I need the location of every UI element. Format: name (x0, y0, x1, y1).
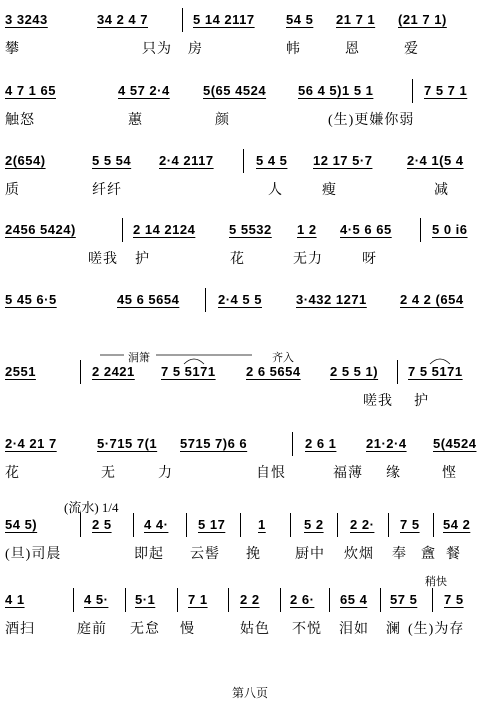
lyric-text: 姑色 (240, 622, 270, 637)
note-group: 54 2 (443, 517, 471, 532)
notation-line (0, 364, 500, 386)
notation-line (0, 592, 500, 614)
bar-line (122, 218, 123, 242)
note-group: 65 4 (340, 592, 368, 607)
note-group: 2 5 (92, 517, 112, 532)
lyric-text: 庭前 (77, 622, 107, 637)
bar-line (133, 513, 134, 537)
lyric-text: 福薄 (333, 466, 363, 481)
lyric-text: 悭 (442, 466, 457, 481)
note-group: 5(65 4524 (203, 83, 267, 98)
bar-line (420, 218, 421, 242)
lyric-text: 恩 (345, 42, 360, 57)
note-group: 4 1 (5, 592, 25, 607)
bar-line (290, 513, 291, 537)
note-group: 5715 7)6 6 (180, 436, 248, 451)
note-group: 4 7 1 65 (5, 83, 56, 98)
lyric-text: 酒扫 (5, 622, 35, 637)
bar-line (125, 588, 126, 612)
note-group: 7 5 (444, 592, 464, 607)
lyric-text: 颜 (215, 113, 230, 128)
note-group: 21·2·4 (366, 436, 407, 451)
tempo-marking: (流水) 1/4 (64, 500, 119, 515)
note-group: 5 14 2117 (193, 12, 255, 27)
lyric-text: 奉 (392, 547, 407, 562)
bar-line (177, 588, 178, 612)
note-group: 56 4 5)1 5 1 (298, 83, 374, 98)
performance-annotation: 齐入 (272, 352, 294, 364)
note-group: 2 5 5 1) (330, 364, 379, 379)
note-group: (21 7 1) (398, 12, 447, 27)
lyric-line (0, 543, 500, 565)
note-group: 1 (258, 517, 266, 532)
note-group: 5 4 5 (256, 153, 288, 168)
lyric-text: 花 (5, 466, 20, 481)
lyric-text: (旦)司晨 (5, 547, 62, 562)
note-group: 34 2 4 7 (97, 12, 148, 27)
note-group: 4·5 6 65 (340, 222, 392, 237)
note-group: 5 5 54 (92, 153, 132, 168)
lyric-text: 即起 (134, 547, 164, 562)
lyric-text: (生)为存 (408, 622, 465, 637)
lyric-text: 蕙 (128, 113, 143, 128)
lyric-line (0, 109, 500, 131)
lyric-text: 泪如 (339, 622, 369, 637)
note-group: 5 0 i6 (432, 222, 468, 237)
lyric-text: 触怒 (5, 113, 35, 128)
note-group: 4 4· (144, 517, 169, 532)
notation-line (0, 153, 500, 175)
performance-annotation: 稍快 (425, 576, 447, 588)
note-group: 7 5 (400, 517, 420, 532)
bar-line (337, 513, 338, 537)
note-group: 2(654) (5, 153, 46, 168)
lyric-text: 云髻 (190, 547, 220, 562)
lyric-text: 只为 (142, 42, 172, 57)
note-group: 2 4 2 (654 (400, 292, 464, 307)
page-number: 第八页 (231, 686, 268, 700)
lyric-text: 餐 (446, 547, 461, 562)
note-group: 2·4 2117 (159, 153, 214, 168)
lyric-text: 挽 (246, 547, 261, 562)
bar-line (397, 360, 398, 384)
note-group: 7 5 5171 (161, 364, 216, 379)
note-group: 2551 (5, 364, 36, 379)
lyric-text: 无怠 (130, 622, 160, 637)
bar-line (280, 588, 281, 612)
lyric-text: (生)更嫌你弱 (328, 113, 415, 128)
lyric-text: 帏 (286, 42, 301, 57)
lyric-text: 攀 (5, 42, 20, 57)
bar-line (432, 588, 433, 612)
note-group: 12 17 5·7 (313, 153, 373, 168)
lyric-text: 嗟我 (363, 394, 393, 409)
note-group: 4 5· (84, 592, 109, 607)
note-group: 2·4 1(5 4 (407, 153, 464, 168)
lyric-text: 无 (101, 466, 116, 481)
bar-line (228, 588, 229, 612)
notation-line (0, 12, 500, 34)
bar-line (80, 513, 81, 537)
note-group: 54 5) (5, 517, 38, 532)
lyric-text: 不悦 (292, 622, 322, 637)
bar-line (182, 8, 183, 32)
lyric-line (0, 462, 500, 484)
performance-annotation: 洞箫 (128, 352, 150, 364)
bar-line (73, 588, 74, 612)
notation-line (0, 222, 500, 244)
lyric-line (0, 390, 500, 412)
lyric-text: 力 (158, 466, 173, 481)
note-group: 2 6· (290, 592, 315, 607)
lyric-text: 无力 (293, 252, 323, 267)
lyric-text: 爱 (404, 42, 419, 57)
lyric-line (0, 248, 500, 270)
bar-line (205, 288, 206, 312)
lyric-text: 护 (135, 252, 150, 267)
bar-line (433, 513, 434, 537)
lyric-text: 自恨 (256, 466, 286, 481)
note-group: 2·4 21 7 (5, 436, 57, 451)
lyric-text: 房 (188, 42, 203, 57)
note-group: 5·715 7(1 (97, 436, 158, 451)
note-group: 2·4 5 5 (218, 292, 262, 307)
lyric-text: 嗟我 (88, 252, 118, 267)
note-group: 2456 5424) (5, 222, 76, 237)
bar-line (388, 513, 389, 537)
note-group: 7 1 (188, 592, 208, 607)
note-group: 5·1 (135, 592, 156, 607)
note-group: 2 2 (240, 592, 260, 607)
note-group: 2 6 1 (305, 436, 337, 451)
lyric-text: 澜 (386, 622, 401, 637)
note-group: 3 3243 (5, 12, 48, 27)
note-group: 2 2· (350, 517, 375, 532)
note-group: 54 5 (286, 12, 314, 27)
lyric-text: 花 (230, 252, 245, 267)
lyric-line (0, 179, 500, 201)
lyric-text: 瘦 (322, 183, 337, 198)
notation-line (0, 436, 500, 458)
note-group: 2 2421 (92, 364, 135, 379)
lyric-text: 炊烟 (344, 547, 374, 562)
lyric-line (0, 38, 500, 60)
lyric-text: 护 (414, 394, 429, 409)
lyric-text: 慢 (180, 622, 195, 637)
note-group: 2 6 5654 (246, 364, 301, 379)
lyric-text: 缘 (386, 466, 401, 481)
bar-line (329, 588, 330, 612)
bar-line (243, 149, 244, 173)
lyric-text: 减 (434, 183, 449, 198)
bar-line (186, 513, 187, 537)
notation-line (0, 292, 500, 314)
note-group: 5 45 6·5 (5, 292, 57, 307)
notation-line (0, 83, 500, 105)
note-group: 57 5 (390, 592, 418, 607)
note-group: 5 2 (304, 517, 324, 532)
lyric-text: 呀 (362, 252, 377, 267)
note-group: 7 5 5171 (408, 364, 463, 379)
note-group: 45 6 5654 (117, 292, 180, 307)
bar-line (412, 79, 413, 103)
bar-line (240, 513, 241, 537)
note-group: 1 2 (297, 222, 317, 237)
lyric-text: 人 (268, 183, 283, 198)
note-group: 3·432 1271 (296, 292, 367, 307)
note-group: 7 5 7 1 (424, 83, 468, 98)
notation-line (0, 517, 500, 539)
bar-line (292, 432, 293, 456)
lyric-text: 盦 (421, 547, 436, 562)
lyric-text: 厨中 (295, 547, 325, 562)
lyric-line (0, 618, 500, 640)
note-group: 4 57 2·4 (118, 83, 170, 98)
bar-line (80, 360, 81, 384)
bar-line (380, 588, 381, 612)
note-group: 2 14 2124 (133, 222, 196, 237)
lyric-text: 质 (5, 183, 20, 198)
lyric-line (0, 318, 500, 340)
note-group: 5 17 (198, 517, 226, 532)
note-group: 5(4524 (433, 436, 477, 451)
lyric-text: 纤纤 (92, 183, 122, 198)
note-group: 5 5532 (229, 222, 272, 237)
note-group: 21 7 1 (336, 12, 376, 27)
